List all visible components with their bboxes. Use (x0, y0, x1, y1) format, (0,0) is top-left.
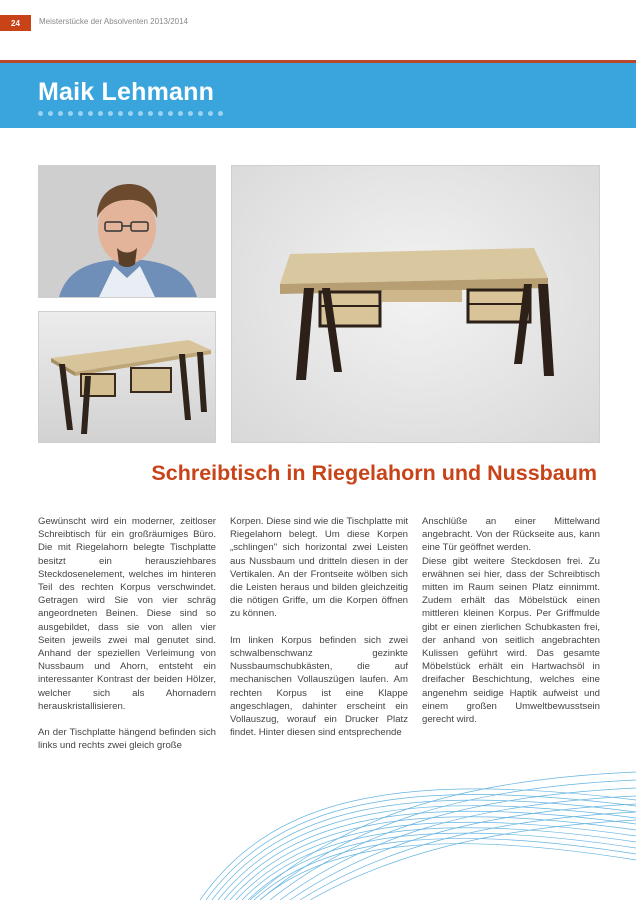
name-banner (0, 63, 636, 128)
text-column-3 (422, 515, 600, 726)
paragraph: Diese gibt weitere Steckdosen frei. Zu erwähnen sei hier, dass der Schreibtisch mitten im Raum seinen Platz einnimmt. Zudem erhält das Möbelstück einen mittleren kleinen Korpus. Per Griffmulde gibt er einen zierlichen Schubkasten frei, der anhand von seitlich angebrachten Kulissen geführt wird. Das gesamte Möbelstück erhält ein Hartwachsöl in dreifacher Beschichtung, welches eine angenehm seidige Haptik aufweist und einem großen Umweltbewusstsein gerecht wird. (422, 555, 600, 726)
paragraph: Anschlüße an einer Mittelwand angebracht. Von der Rückseite aus, kann eine Tür geöffnet werden. (422, 516, 600, 554)
page-number: 24 (0, 15, 31, 31)
article-title: Schreibtisch in Riegelahorn und Nussbaum (151, 461, 597, 485)
banner-title: Maik Lehmann (38, 78, 215, 106)
portrait-photo (38, 165, 216, 298)
paragraph: Im linken Korpus befinden sich zwei schwalbenschwanz gezinkte Nussbaumschubkästen, die auf mechanischen Vollauszügen laufen. Am rechten Korpus ist eine Klappe angeschlagen, dahinter erscheint ein Vollauszug, worauf ein Drucker Platz findet. Hinter diesen sind entsprechende (230, 634, 408, 739)
paragraph: Korpen. Diese sind wie die Tischplatte mit Riegelahorn belegt. Um diese Korpen „schlingen" sich horizontal zwei Leisten aus Nussbaum und dritteln diesen in der Vertikalen. An der Frontseite wölben sich die Leisten heraus und bilden gleichzeitig die nötigen Griffe, um die Korpen öffnen zu können. (230, 516, 408, 620)
text-column-1 (38, 515, 216, 753)
running-header: Meisterstücke der Absolventen 2013/2014 (39, 17, 188, 26)
desk-photo-front (231, 165, 600, 443)
banner-dots (38, 111, 223, 116)
paragraph: An der Tischplatte hängend befinden sich links und rechts zwei gleich große (38, 727, 216, 752)
text-column-2 (230, 515, 408, 739)
paragraph: Gewünscht wird ein moderner, zeitloser Schreibtisch für ein großräumiges Büro. Die mit Riegelahorn belegte Tischplatte besitzt ein herausziehbares Steckdosenelement, welches im hinteren Teil des rechten Korpus verschwindet. Getragen wird Sie von vier schräg angeordneten Beinen. Diese sind so ausgebildet, dass sie von allen vier Seiten jeweils zwei mal genutet sind. Anhand der speziellen Verleimung von Nussbaum und Ahorn, entsteht ein interessanter Kontrast der beiden Hölzer, welcher sich als Ahornadern herauskristallisieren. (38, 516, 216, 712)
desk-photo-angle (38, 311, 216, 443)
decorative-swoosh (190, 760, 636, 900)
